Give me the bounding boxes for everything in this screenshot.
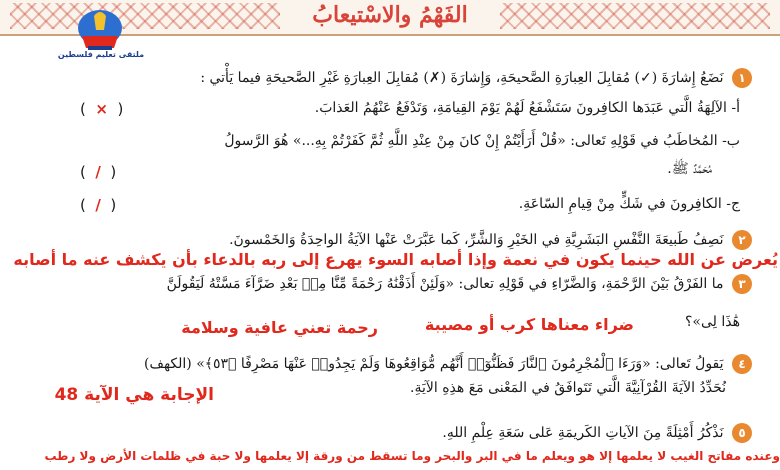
answer-q3-rahma: رحمة تعني عافية وسلامة [181,318,378,337]
question-number-badge: ٣ [732,274,752,294]
question-3-cont: هَٰذَا لِى»؟ [684,314,740,330]
question-text: ما الفَرْقُ بَيْنَ الرَّحْمَةِ، وَالضَّرّاءِ في قَوْلِهِ تعالى: «وَلَئِنْ أَذَقْنَٰهُ رَحْمَةً مِّنَّا مِنۢ بَعْدِ ضَرَّآءَ مَسَّتْهُ لَيَقُولَنَّ [166,276,724,292]
question-number-badge: ١ [732,68,752,88]
question-text: نَصِفُ طَبيعَةَ النَّفْسِ البَشَرِيَّةِ في الخَيْرِ وَالشَّرِّ، كَما عَبَّرَتْ عَنْها الآيَةُ الواحِدَةُ وَالخَمْسونَ. [229,232,724,248]
answer-q3-darraa: ضراء معناها كرب أو مصيبة [424,315,634,334]
answer-q5: وعنده مفاتح الغيب لا يعلمها إلا هو ويعلم ما في البر والبحر وما تسقط من ورقة إلا يعلمها ولا حبة في ظلمات الأرض ولا رطب [44,449,780,463]
answer-mark-a: ( × ) [80,100,124,118]
question-number-badge: ٢ [732,230,752,250]
answer-mark-c: ( / ) [80,196,117,214]
answer-mark-b: ( / ) [80,163,117,181]
question-1 [200,68,752,88]
item-b: ب- المُخاطَبُ في قَوْلِهِ تَعالى: «قُلْ أَرَأَيْتُمْ إِنْ كانَ مِنْ عِنْدِ اللَّهِ ثُمَّ كَفَرْتُمْ بِهِ...» هُوَ الرَّسولُ [224,133,740,149]
question-2 [229,230,752,250]
item-b-cont: مُحَمَّدٌ ﷺ. [667,161,712,177]
question-4-cont: نُحَدِّدُ الآيَةَ القُرْآنِيَّةَ الَّتي تَتَوافَقُ في المَعْنى مَعَ هذِهِ الآيَةِ. [410,380,726,396]
question-text: نَذْكُرُ أَمْثِلَةً مِنَ الآياتِ الكَريمَةِ عَلى سَعَةِ عِلْمِ اللهِ. [442,425,724,441]
answer-q2: يُعرض عن الله حينما يكون في نعمة وإذا أصابه السوء يهرع إلى ربه بالدعاء بأن يكشف عنه ما أصابه [13,250,778,269]
item-a: أ- الآلِهَةُ الَّتي عَبَدَها الكافِرونَ سَتَشْفَعُ لَهُمْ يَوْمَ القِيامَةِ، وَتَدْفَعُ عَنْهُمُ العَذابَ. [314,100,740,116]
question-number-badge: ٤ [732,354,752,374]
question-text: يَقولُ تَعالى: «وَرَءَا ٱلْمُجْرِمُونَ ٱلنَّارَ فَظَنُّوٓا۟ أَنَّهُم مُّوَاقِعُوهَا وَلَمْ يَجِدُوا۟ عَنْهَا مَصْرِفًا ﴿٥٣﴾» (الكهف) [143,356,724,372]
question-4 [144,354,752,374]
question-number-badge: ٥ [732,423,752,443]
question-3 [167,274,752,294]
page-title: الفَهْمُ والاسْتيعابُ [312,2,468,28]
item-c: ج- الكافِرونَ في شَكٍّ مِنْ قِيامِ السّاعَةِ. [518,196,740,212]
question-text: نَضَعُ إِشارَةَ (✓) مُقابِلَ العِبارَةِ الصَّحيحَةِ، وَإِشارَةَ (✗) مُقابِلَ العِبارَةِ غَيْرِ الصَّحيحَةِ فيما يَأْتي : [200,70,724,86]
answer-q4: الإجابة هي الآية 48 [54,385,214,405]
logo-caption: ملتقى تعليم فلسطين [57,50,145,59]
question-5 [442,423,752,443]
